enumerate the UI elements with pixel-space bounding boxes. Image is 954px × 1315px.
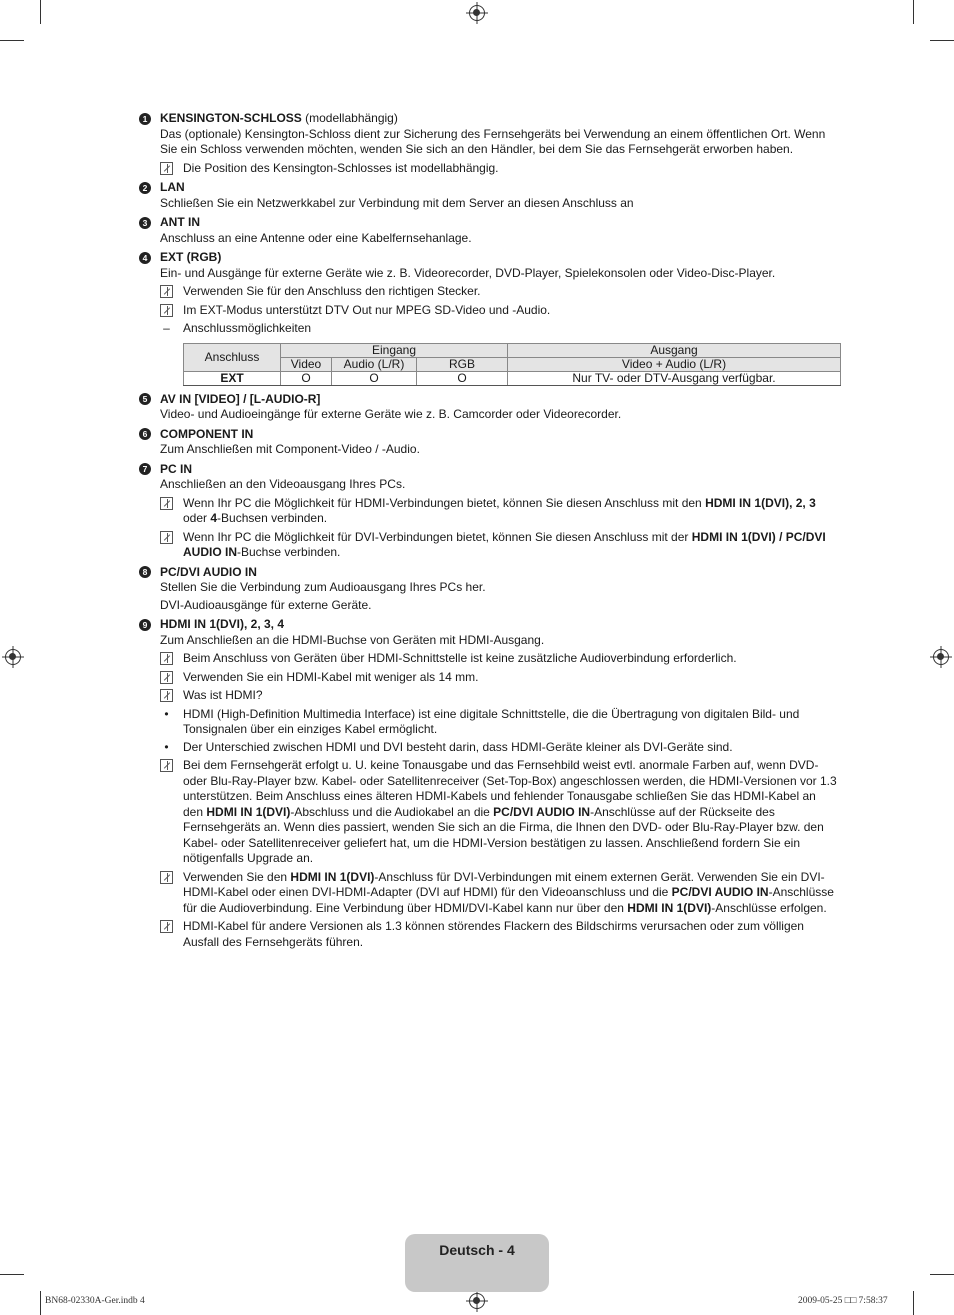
- note: Die Position des Kensington-Schlosses ist modellabhängig.: [160, 161, 839, 177]
- section-av-in: [139, 392, 839, 423]
- note: Wenn Ihr PC die Möglichkeit für HDMI-Verbindungen bietet, können Sie diesen Anschluss mit den HDMI IN 1(DVI), 2, 3 oder 4-Buchsen verbinden.: [160, 496, 839, 527]
- crop-mark: [913, 0, 914, 24]
- crop-mark: [40, 0, 41, 24]
- note: Bei dem Fernsehgerät erfolgt u. U. keine Tonausgabe und das Fernsehbild weist evtl. anormale Farben auf, wenn DVD- oder Blu-Ray-Player bzw. Kabel- oder Satellitenreceiver (Set-Top-Box) angeschlossen werden, die HDMI-Versionen vor 1.3 unterstützen. Beim Anschluss eines älteren HDMI-Kabels und fehlender Tonausgabe schließen Sie das HDMI-Kabel an den HDMI IN 1(DVI)-Abschluss und die Audiokabel an die PC/DVI AUDIO IN-Anschlüsse auf der Rückseite des Fernsehgeräts an. Wenn dies passiert, wenden Sie sich an die Firma, die Ihnen den DVD- oder Blu-Ray-Player bzw. den Kabel- oder Satellitenreceiver geliefert hat, um die HDMI-Version bestätigen zu lassen. Anschließend fordern Sie ein nötigenfalls Upgrade an.: [160, 758, 839, 867]
- section-text: Video- und Audioeingänge für externe Geräte wie z. B. Camcorder oder Videorecorder.: [160, 407, 622, 421]
- section-text: Ein- und Ausgänge für externe Geräte wie z. B. Videorecorder, DVD-Player, Spielekonsolen oder Video-Disc-Player.: [160, 265, 776, 280]
- section-number-icon: 4: [139, 252, 151, 264]
- note-pencil-icon: [160, 497, 173, 510]
- crop-mark: [930, 40, 954, 41]
- section-component-in: [139, 427, 839, 458]
- section-kensington: [139, 111, 839, 176]
- section-title: COMPONENT IN: [160, 426, 254, 441]
- note-pencil-icon: [160, 652, 173, 665]
- page-number-tab: [405, 1234, 549, 1292]
- section-title: EXT (RGB): [160, 250, 222, 264]
- section-text: Schließen Sie ein Netzwerkkabel zur Verbindung mit dem Server an diesen Anschluss an: [160, 195, 634, 210]
- section-title: PC/DVI AUDIO IN: [160, 564, 257, 579]
- registration-mark-icon: [933, 649, 949, 665]
- section-number-icon: 5: [139, 393, 151, 405]
- page-number: Deutsch - 4: [439, 1242, 515, 1258]
- print-timestamp: 2009-05-25 □□ 7:58:37: [798, 1296, 888, 1306]
- note-pencil-icon: [160, 671, 173, 684]
- section-text: Zum Anschließen mit Component-Video / -Audio.: [160, 442, 420, 456]
- table-header: Video + Audio (L/R): [508, 357, 841, 371]
- note: Verwenden Sie den HDMI IN 1(DVI)-Anschluss für DVI-Verbindungen mit einem externen Gerät. Verwenden Sie ein DVI-HDMI-Kabel oder einen DVI-HDMI-Adapter (DVI auf HDMI) für den Videoanschluss und die PC/DVI AUDIO IN-Anschlüsse für die Audioverbindung. Eine Verbindung über HDMI/DVI-Kabel kann nur über den HDMI IN 1(DVI)-Anschlüsse erfolgen.: [160, 870, 839, 917]
- note-pencil-icon: [160, 689, 173, 702]
- crop-mark: [913, 1291, 914, 1315]
- section-number-icon: 9: [139, 619, 151, 631]
- section-text: Das (optionale) Kensington-Schloss dient zur Sicherung des Fernsehgeräts bei Verwendung an einem öffentlichen Ort. Wenn Sie ein Schloss verwenden möchten, wenden Sie sich an den Händler, bei dem Sie das Fernsehgerät erworben haben.: [160, 126, 826, 156]
- section-title: ANT IN: [160, 215, 200, 229]
- section-ext-rgb: [139, 250, 839, 386]
- table-row: EXT O O O Nur TV- oder DTV-Ausgang verfügbar.: [184, 371, 841, 385]
- note: Im EXT-Modus unterstützt DTV Out nur MPEG SD-Video und -Audio.: [160, 303, 839, 319]
- section-title: KENSINGTON-SCHLOSS (modellabhängig): [160, 111, 398, 125]
- section-pc-dvi-audio-in: [139, 565, 839, 614]
- section-number-icon: 1: [139, 113, 151, 125]
- section-text: Anschließen an den Videoausgang Ihres PCs.: [160, 477, 406, 491]
- section-title: HDMI IN 1(DVI), 2, 3, 4: [160, 617, 285, 631]
- section-pc-in: [139, 462, 839, 561]
- connector-descriptions: [139, 111, 839, 954]
- section-text: Zum Anschließen an die HDMI-Buchse von Geräten mit HDMI-Ausgang.: [160, 632, 545, 647]
- note-pencil-icon: [160, 162, 173, 175]
- table-header: RGB: [417, 357, 508, 371]
- table-header: Eingang: [281, 343, 508, 357]
- registration-mark-icon: [469, 5, 485, 21]
- section-title: AV IN [VIDEO] / [L-AUDIO-R]: [160, 391, 321, 406]
- section-text: DVI-Audioausgänge für externe Geräte.: [160, 597, 372, 612]
- registration-mark-icon: [469, 1293, 485, 1309]
- section-number-icon: 8: [139, 566, 151, 578]
- section-lan: [139, 180, 839, 211]
- section-number-icon: 3: [139, 217, 151, 229]
- section-hdmi-in: [139, 617, 839, 950]
- crop-mark: [930, 1274, 954, 1275]
- section-number-icon: 2: [139, 182, 151, 194]
- note: Wenn Ihr PC die Möglichkeit für DVI-Verbindungen bietet, können Sie diesen Anschluss mit der HDMI IN 1(DVI) / PC/DVI AUDIO IN-Buchse verbinden.: [160, 530, 839, 561]
- note-pencil-icon: [160, 871, 173, 884]
- note-pencil-icon: [160, 304, 173, 317]
- section-text: Anschluss an eine Antenne oder eine Kabelfernsehanlage.: [160, 230, 472, 245]
- note-pencil-icon: [160, 531, 173, 544]
- crop-mark: [0, 40, 24, 41]
- crop-mark: [0, 1274, 24, 1275]
- section-title: PC IN: [160, 461, 193, 476]
- section-number-icon: 6: [139, 428, 151, 440]
- table-header: Anschluss: [184, 343, 281, 371]
- connection-table: [183, 343, 841, 386]
- list-item: • Der Unterschied zwischen HDMI und DVI besteht darin, dass HDMI-Geräte kleiner als DVI-Geräte sind.: [164, 739, 733, 754]
- table-header: Ausgang: [508, 343, 841, 357]
- crop-mark: [40, 1291, 41, 1315]
- section-ant-in: [139, 215, 839, 246]
- note: Beim Anschluss von Geräten über HDMI-Schnittstelle ist keine zusätzliche Audioverbindung erforderlich.: [160, 651, 839, 667]
- note: Verwenden Sie für den Anschluss den richtigen Stecker.: [160, 284, 839, 300]
- list-item: • HDMI (High-Definition Multimedia Interface) ist eine digitale Schnittstelle, die die Übertragung von digitalen Bild- und Tonsignalen über ein einziges Kabel ermöglicht.: [164, 706, 800, 736]
- section-title: LAN: [160, 180, 185, 194]
- note-pencil-icon: [160, 759, 173, 772]
- dash-item: – Anschlussmöglichkeiten: [163, 321, 312, 335]
- table-header: Video: [281, 357, 332, 371]
- note-pencil-icon: [160, 285, 173, 298]
- note: HDMI-Kabel für andere Versionen als 1.3 können störendes Flackern des Bildschirms verursachen oder zum völligen Ausfall des Fernsehgeräts führen.: [160, 919, 839, 950]
- note: Was ist HDMI?: [160, 688, 839, 704]
- table-header: Audio (L/R): [332, 357, 417, 371]
- file-slug: BN68-02330A-Ger.indb 4: [45, 1296, 145, 1306]
- section-text: Stellen Sie die Verbindung zum Audioausgang Ihres PCs her.: [160, 580, 486, 594]
- note: Verwenden Sie ein HDMI-Kabel mit weniger als 14 mm.: [160, 670, 839, 686]
- note-pencil-icon: [160, 920, 173, 933]
- registration-mark-icon: [5, 649, 21, 665]
- section-number-icon: 7: [139, 463, 151, 475]
